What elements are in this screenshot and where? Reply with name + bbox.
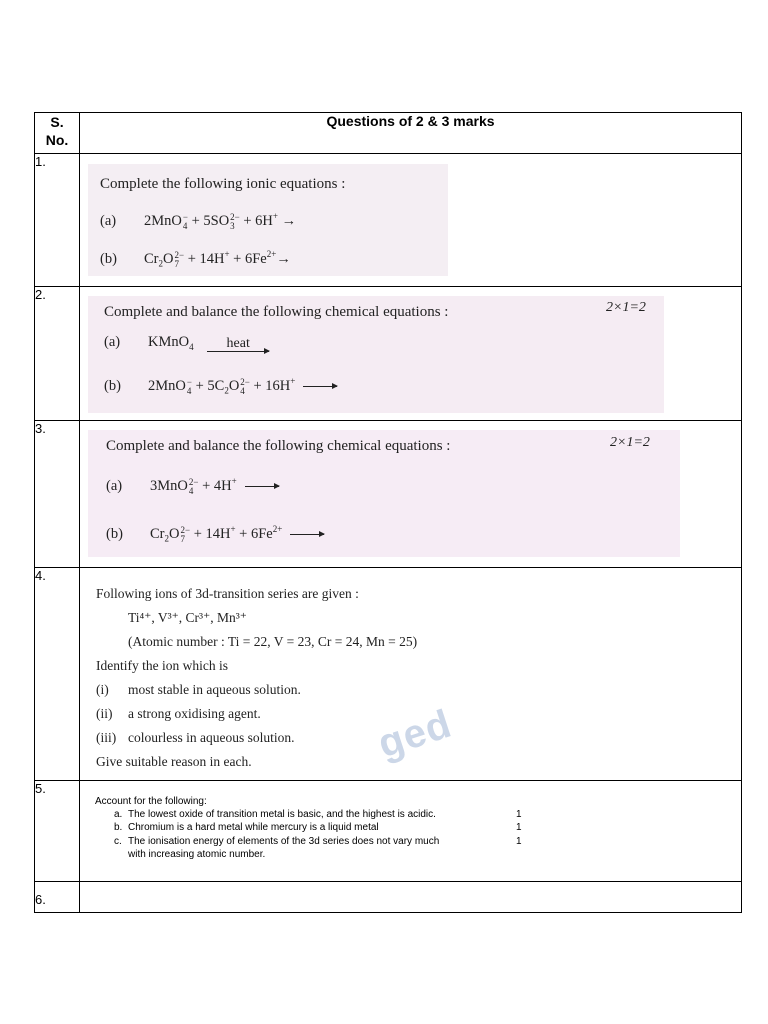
- part-label: (b): [100, 250, 117, 267]
- reaction-arrow: [290, 534, 324, 535]
- equation-b: (b) $Cr_2O$ 2− 7 + $14H^+ + 6Fe^{2+}\to$: [100, 249, 291, 269]
- equation-b: (b) $Cr_2O$ 2− 7 + $14H^+ + 6Fe^{2+}$: [106, 524, 324, 544]
- item-number: (iii): [96, 730, 117, 745]
- list-item: [114, 836, 439, 847]
- question-4-content: [80, 568, 741, 780]
- question-image-1: [88, 164, 448, 276]
- item-number: c.: [114, 836, 122, 847]
- atomic-numbers: (Atomic number : Ti = 22, V = 23, Cr = 24, Mn = 25): [128, 634, 418, 649]
- header-row: [35, 113, 742, 154]
- equation-b: (b) 2MnO − 4 + $5C_2O$ 2− 4 + 16H+: [104, 376, 337, 396]
- part-label: (b): [104, 377, 121, 394]
- question-cell: [80, 154, 742, 287]
- item-text: a strong oxidising agent.: [128, 706, 261, 721]
- item-text: Chromium is a hard metal while mercury is a liquid metal: [128, 822, 379, 833]
- item-marks: 1: [516, 809, 522, 820]
- question-intro: Account for the following:: [95, 796, 207, 807]
- list-item: [96, 730, 294, 746]
- item-number: (i): [96, 682, 109, 697]
- serial-number: 5.: [35, 781, 80, 882]
- marks-label: 2×1=2: [610, 435, 650, 450]
- question-image-3: [88, 430, 680, 557]
- item-number: (ii): [96, 706, 113, 721]
- reaction-arrow: [303, 386, 337, 387]
- questions-table: [34, 112, 742, 913]
- question-image-2: [88, 296, 664, 413]
- item-marks: 1: [516, 822, 522, 833]
- question-intro: Following ions of 3d-transition series are given :: [96, 586, 359, 601]
- watermark: ged: [372, 701, 457, 767]
- list-item: [96, 682, 301, 698]
- ions-list: Ti⁴⁺, V³⁺, Cr³⁺, Mn³⁺: [128, 610, 247, 625]
- serial-number: 1.: [35, 154, 80, 287]
- question-cell: [80, 781, 742, 882]
- part-label: (a): [106, 477, 123, 494]
- question-intro: Complete and balance the following chemical equations :: [106, 438, 451, 454]
- identify-text: Identify the ion which is: [96, 658, 228, 673]
- heat-arrow: [207, 337, 269, 352]
- reason-text: Give suitable reason in each.: [96, 754, 252, 769]
- equation-a: (a) KMnO$_4$ heat: [104, 334, 269, 352]
- item-number: a.: [114, 809, 123, 820]
- equation-a: (a) 3MnO 2− 4 + 4H+: [106, 476, 279, 496]
- item-text: The ionisation energy of elements of the 3d series does not vary much: [128, 836, 440, 847]
- serial-number: 2.: [35, 287, 80, 421]
- item-text: colourless in aqueous solution.: [128, 730, 295, 745]
- item-continuation: with increasing atomic number.: [128, 849, 266, 860]
- item-text: most stable in aqueous solution.: [128, 682, 301, 697]
- part-label: (b): [106, 525, 123, 542]
- heat-label: heat: [226, 335, 250, 351]
- reaction-arrow: [245, 486, 279, 487]
- question-row: [35, 287, 742, 421]
- marks-label: 2×1=2: [606, 300, 646, 315]
- item-number: b.: [114, 822, 123, 833]
- question-row: [35, 421, 742, 568]
- serial-number: 3.: [35, 421, 80, 568]
- item-text: The lowest oxide of transition metal is basic, and the highest is acidic.: [128, 809, 436, 820]
- sno-header: [35, 113, 80, 154]
- serial-number: 6.: [35, 882, 80, 913]
- part-label: (a): [104, 334, 121, 350]
- question-intro: Complete the following ionic equations :: [100, 176, 346, 192]
- question-row: [35, 781, 742, 882]
- question-row: [35, 154, 742, 287]
- list-item: [96, 706, 261, 722]
- question-intro: Complete and balance the following chemical equations :: [104, 304, 449, 320]
- sno-header-text: S. No.: [45, 114, 69, 148]
- equation-a: (a) 2MnO − 4 + 5SO 2− 3 + 6H+ →: [100, 211, 297, 231]
- serial-number: 4.: [35, 568, 80, 781]
- question-cell: [80, 421, 742, 568]
- list-item: [114, 809, 436, 820]
- list-item: [114, 822, 379, 833]
- question-cell: [80, 287, 742, 421]
- question-row: [35, 568, 742, 781]
- question-cell-empty: [80, 882, 742, 913]
- item-marks: 1: [516, 836, 522, 847]
- question-5-content: [80, 781, 741, 881]
- questions-header: Questions of 2 & 3 marks: [80, 113, 742, 154]
- part-label: (a): [100, 212, 117, 229]
- question-row: [35, 882, 742, 913]
- question-cell: [80, 568, 742, 781]
